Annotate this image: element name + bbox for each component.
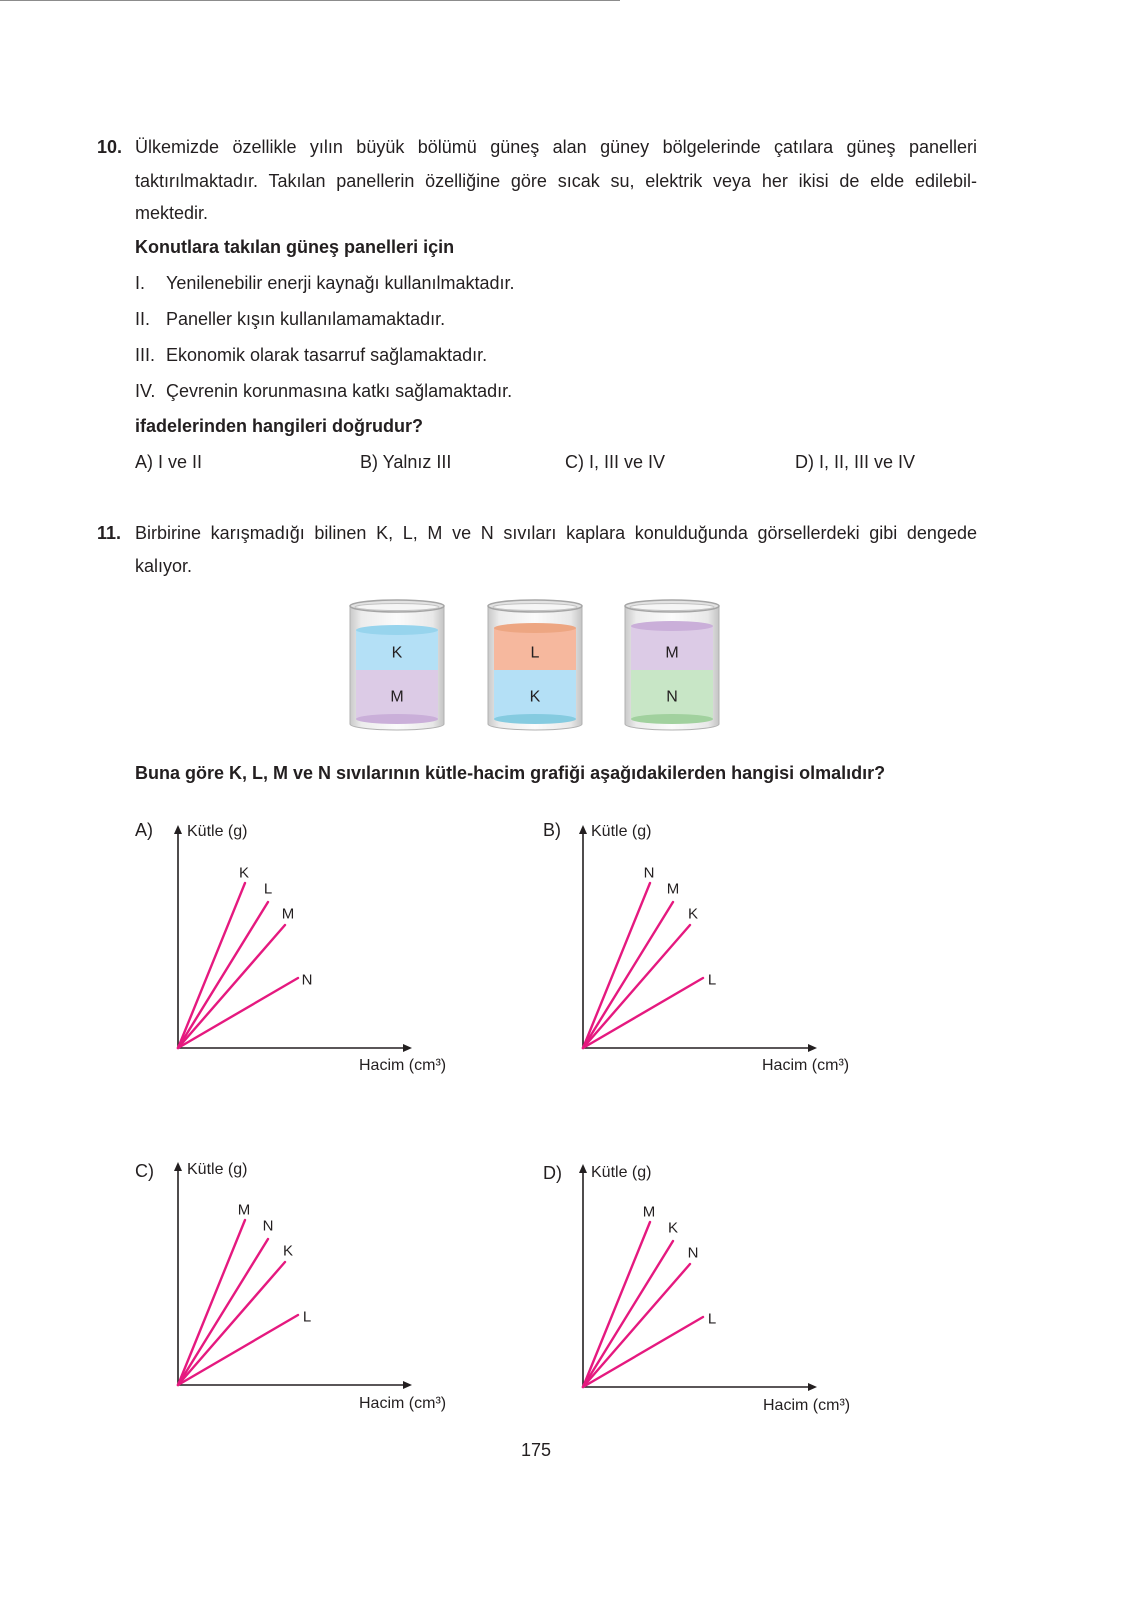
line-k [583,1241,673,1387]
line-n [583,1264,690,1387]
line-label-m: M [642,1203,656,1221]
beaker-2 [488,600,582,730]
statement-3-text: Ekonomik olarak tasarruf sağlamaktadır. [166,345,488,365]
statement-2-text: Paneller kışın kullanılamamaktadır. [166,309,446,329]
beaker-rim-inner [493,604,577,611]
statement-4-numeral: IV. [135,381,156,401]
graph-b-x-axis-label: Hacim (cm³) [762,1057,850,1074]
line-n [178,1239,268,1385]
line-label-k: K [282,1242,294,1260]
line-label-k: K [667,1219,679,1237]
line-label-n: N [643,864,655,882]
question-10-option-c: C) I, III ve IV [565,452,666,472]
statement-4-text: Çevrenin korunmasına katkı sağlamaktadır. [166,381,513,401]
statement-1-text: Yenilenebilir enerji kaynağı kullanılmaktadır. [166,273,515,293]
x-axis-arrow [403,1044,412,1052]
liquid-upper-label: M [665,644,679,662]
line-l [583,1317,703,1387]
question-10-option-d: D) I, II, III ve IV [795,452,916,472]
question-10-option-b: B) Yalnız III [360,452,452,472]
question-10-text-line-1: Ülkemizde özellikle yılın büyük bölümü güneş alan güney bölgelerinde çatılara güneş panelleri [135,137,977,157]
question-11-prompt: Buna göre K, L, M ve N sıvılarının kütle-hacim grafiği aşağıdakilerden hangisi olmalıdır? [135,763,886,783]
line-label-m: M [281,905,295,923]
question-10-text-line-2: taktırılmaktadır. Takılan panellerin özelliğine göre sıcak su, elektrik veya her ikisi de elde edilebil- [135,171,977,191]
liquid-lower-label: K [529,688,541,706]
statement-2-numeral: II. [135,309,151,329]
graph-a-option-label: A) [135,820,153,840]
graph-b [575,820,825,1056]
graph-b-option-label: B) [543,820,561,840]
liquid-upper-surface [631,621,713,631]
graph-a-y-axis-label: Kütle (g) [187,823,248,840]
graph-c-x-axis-label: Hacim (cm³) [359,1395,447,1412]
line-k [178,1262,285,1385]
liquid-lower-label: M [390,688,404,706]
line-label-n: N [687,1244,699,1262]
graph-d [575,1159,825,1395]
x-axis-arrow [808,1383,817,1391]
line-label-k: K [687,905,699,923]
line-n [178,978,298,1048]
line-label-l: L [707,971,717,989]
y-axis-arrow [579,1164,587,1173]
question-11-text-line-1: Birbirine karışmadığı bilinen K, L, M ve N sıvıları kaplara konulduğunda görsellerdeki gibi dengede [135,523,977,543]
line-m [178,925,285,1048]
liquid-lower-bottom [356,714,438,724]
question-10-lead: Konutlara takılan güneş panelleri için [135,237,455,257]
liquid-upper-label: K [391,644,403,662]
graph-d-y-axis-label: Kütle (g) [591,1164,652,1181]
x-axis-arrow [808,1044,817,1052]
graph-c [170,1157,420,1393]
line-m [583,1222,650,1387]
page-number: 175 [520,1440,552,1460]
x-axis-arrow [403,1381,412,1389]
graph-d-x-axis-label: Hacim (cm³) [763,1397,851,1414]
graph-c-option-label: C) [135,1161,154,1181]
line-n [583,883,650,1048]
liquid-upper-surface [356,625,438,635]
line-label-l: L [707,1310,717,1328]
y-axis-arrow [174,825,182,834]
statement-3-numeral: III. [135,345,156,365]
question-11-number: 11. [97,523,122,543]
beaker-1 [350,600,444,730]
line-label-m: M [237,1201,251,1219]
question-11-text-line-2: kalıyor. [135,556,193,576]
beaker-rim-inner [630,604,714,611]
liquid-lower-bottom [494,714,576,724]
graph-a [170,820,420,1056]
question-10-number: 10. [97,137,123,157]
y-axis-arrow [174,1162,182,1171]
graph-b-y-axis-label: Kütle (g) [591,823,652,840]
liquid-upper-label: L [530,644,540,662]
question-10-text-line-3: mektedir. [135,203,209,223]
question-10-prompt: ifadelerinden hangileri doğrudur? [135,416,424,436]
line-label-m: M [666,880,680,898]
graph-c-y-axis-label: Kütle (g) [187,1161,248,1178]
beaker-3 [625,600,719,730]
line-label-l: L [302,1308,312,1326]
beaker-rim-inner [355,604,439,611]
question-10-option-a: A) I ve II [135,452,203,472]
line-label-k: K [238,864,250,882]
beakers-illustration [340,595,735,735]
top-rule [0,0,620,1]
line-label-l: L [263,880,273,898]
line-label-n: N [301,971,313,989]
liquid-lower-label: N [666,688,678,706]
line-m [583,902,673,1048]
line-l [583,978,703,1048]
line-l [178,902,268,1048]
line-k [583,925,690,1048]
statement-1-numeral: I. [135,273,146,293]
graph-a-x-axis-label: Hacim (cm³) [359,1057,447,1074]
line-k [178,883,245,1048]
liquid-lower-bottom [631,714,713,724]
line-m [178,1220,245,1385]
graph-d-option-label: D) [543,1163,562,1183]
line-l [178,1315,298,1385]
y-axis-arrow [579,825,587,834]
liquid-upper-surface [494,623,576,633]
line-label-n: N [262,1217,274,1235]
